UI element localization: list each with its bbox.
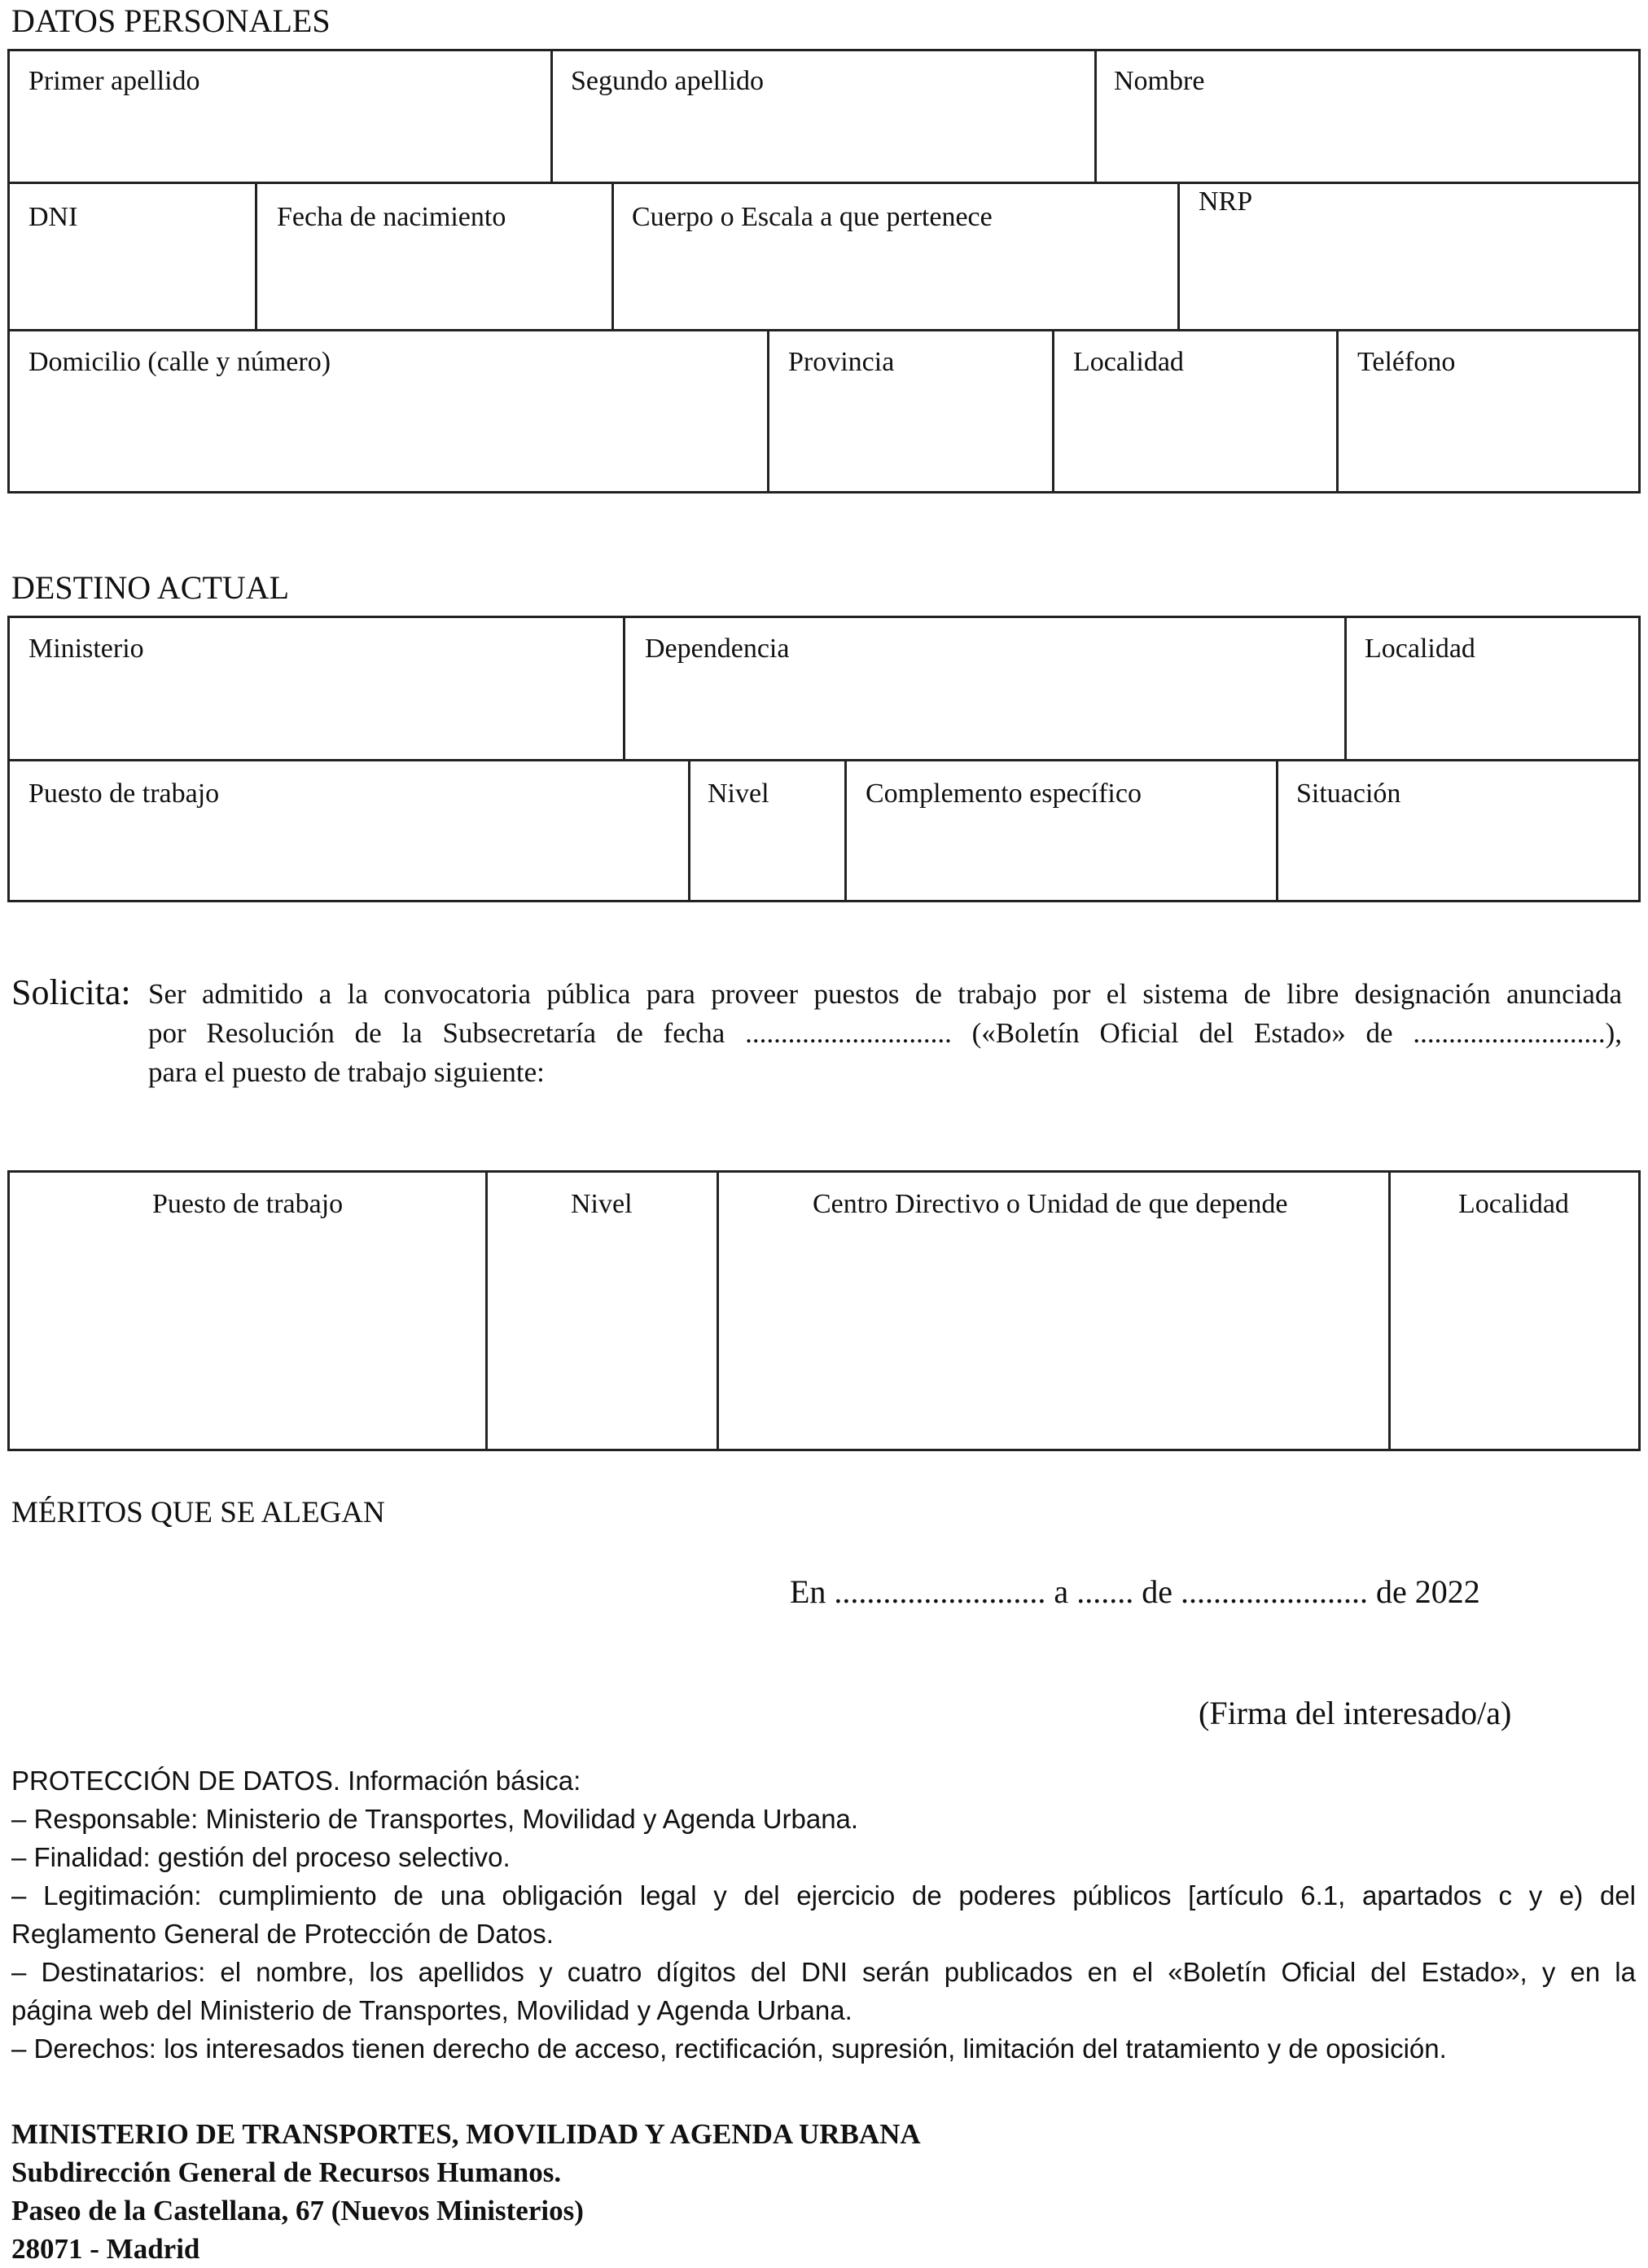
proteccion-title: PROTECCIÓN DE DATOS. Información básica: — [11, 1766, 581, 1796]
field-ministerio[interactable]: Ministerio — [28, 634, 144, 664]
datos-personales-table — [7, 49, 1641, 494]
table-divider — [1052, 329, 1054, 494]
table-divider — [1177, 182, 1180, 331]
solicita-label: Solicita: — [11, 972, 131, 1012]
fecha-line[interactable]: En .......................... a ....... de ....................... de 2022 — [790, 1573, 1480, 1610]
table-divider — [1344, 616, 1347, 761]
field-nivel[interactable]: Nivel — [708, 779, 769, 809]
proteccion-datos-block — [11, 1761, 1636, 2068]
proteccion-line: Reglamento General de Protección de Datos. — [11, 1919, 554, 1949]
footer-address — [11, 2115, 921, 2268]
proteccion-line: – Destinatarios: el nombre, los apellidos y cuatro dígitos del DNI serán publicados en el «Boletín Oficial del Estado», y en la — [11, 1957, 1636, 1987]
proteccion-line: – Responsable: Ministerio de Transportes, Movilidad y Agenda Urbana. — [11, 1804, 859, 1834]
table-divider — [1094, 49, 1097, 183]
table-divider — [844, 759, 847, 902]
table-divider — [611, 182, 614, 331]
field-segundo-apellido[interactable]: Segundo apellido — [571, 66, 765, 96]
field-puesto-trabajo[interactable]: Puesto de trabajo — [28, 779, 220, 809]
field-complemento-especifico[interactable]: Complemento específico — [866, 779, 1142, 809]
header-centro-directivo: Centro Directivo o Unidad de que depende — [813, 1189, 1288, 1219]
solicita-line: por Resolución de la Subsecretaría de fecha ............................. («Boletín Oficial del Estado» de ...........................), — [148, 1017, 1622, 1049]
proteccion-line: – Legitimación: cumplimiento de una obligación legal y del ejercicio de poderes públicos [artículo 6.1, apartados c y e) del — [11, 1880, 1636, 1910]
field-domicilio[interactable]: Domicilio (calle y número) — [28, 347, 331, 377]
table-divider — [550, 49, 553, 183]
header-localidad: Localidad — [1458, 1189, 1569, 1219]
field-primer-apellido[interactable]: Primer apellido — [28, 66, 200, 96]
table-divider — [717, 1170, 719, 1451]
proteccion-line: página web del Ministerio de Transportes, Movilidad y Agenda Urbana. — [11, 1995, 852, 2025]
field-dependencia[interactable]: Dependencia — [645, 634, 790, 664]
table-divider — [7, 759, 1641, 761]
table-divider — [688, 759, 690, 902]
table-divider — [485, 1170, 488, 1451]
footer-ministerio: MINISTERIO DE TRANSPORTES, MOVILIDAD Y AGENDA URBANA — [11, 2118, 921, 2150]
solicita-line: para el puesto de trabajo siguiente: — [148, 1056, 545, 1088]
firma-label: (Firma del interesado/a) — [1199, 1695, 1512, 1731]
section-title-meritos: MÉRITOS QUE SE ALEGAN — [11, 1496, 385, 1529]
table-divider — [623, 616, 625, 761]
table-divider — [7, 182, 1641, 184]
header-nivel: Nivel — [571, 1189, 633, 1219]
proteccion-line: – Derechos: los interesados tienen derecho de acceso, rectificación, supresión, limitación del tratamiento y de oposición. — [11, 2033, 1447, 2064]
field-telefono[interactable]: Teléfono — [1357, 347, 1456, 377]
field-fecha-nacimiento[interactable]: Fecha de nacimiento — [277, 202, 506, 232]
header-puesto-trabajo: Puesto de trabajo — [152, 1189, 344, 1219]
section-title-datos-personales: DATOS PERSONALES — [11, 2, 331, 39]
table-divider — [255, 182, 257, 331]
field-dni[interactable]: DNI — [28, 202, 78, 232]
field-localidad-destino[interactable]: Localidad — [1365, 634, 1475, 664]
table-divider — [1388, 1170, 1391, 1451]
solicita-paragraph — [148, 975, 1622, 1092]
table-divider — [1336, 329, 1339, 494]
field-nrp[interactable]: NRP — [1199, 186, 1253, 217]
solicita-line: Ser admitido a la convocatoria pública para proveer puestos de trabajo por el sistema de libre designación anunciada — [148, 978, 1622, 1010]
table-divider — [1276, 759, 1278, 902]
footer-subdireccion: Subdirección General de Recursos Humanos. — [11, 2156, 562, 2188]
table-divider — [767, 329, 769, 494]
field-nombre[interactable]: Nombre — [1114, 66, 1205, 96]
field-provincia[interactable]: Provincia — [788, 347, 895, 377]
field-situacion[interactable]: Situación — [1296, 779, 1401, 809]
proteccion-line: – Finalidad: gestión del proceso selectivo. — [11, 1842, 511, 1872]
footer-ciudad: 28071 - Madrid — [11, 2233, 200, 2265]
footer-direccion: Paseo de la Castellana, 67 (Nuevos Ministerios) — [11, 2195, 584, 2226]
section-title-destino-actual: DESTINO ACTUAL — [11, 569, 290, 606]
table-divider — [7, 329, 1641, 331]
field-cuerpo-escala[interactable]: Cuerpo o Escala a que pertenece — [632, 202, 993, 232]
field-localidad[interactable]: Localidad — [1073, 347, 1184, 377]
